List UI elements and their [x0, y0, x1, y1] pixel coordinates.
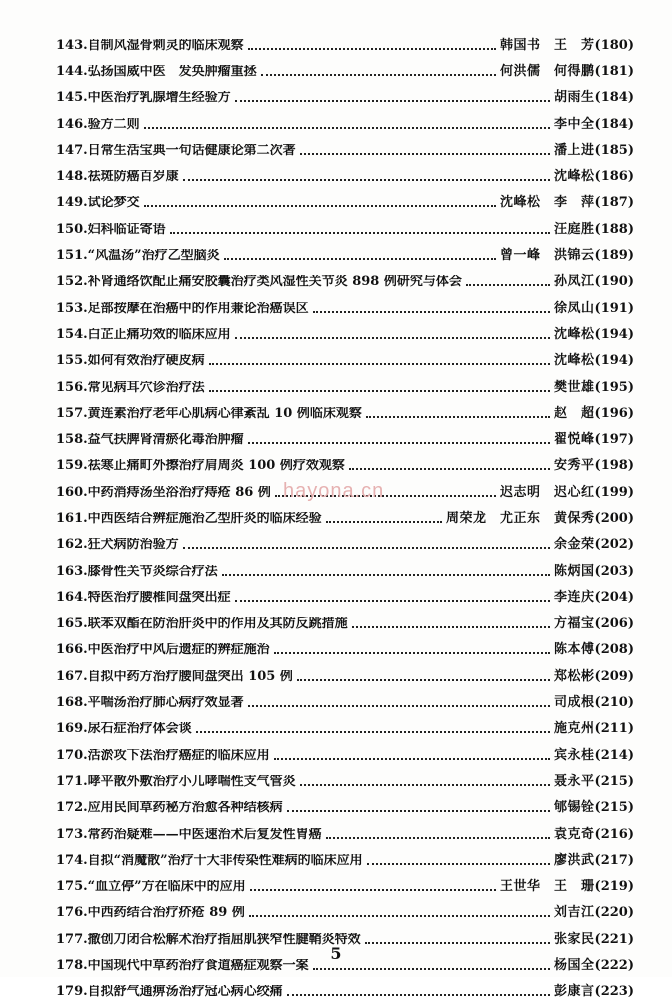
entry-author: 陈本傅: [554, 642, 595, 658]
entry-page-number: (185): [594, 142, 634, 158]
entry-number: 155.: [56, 353, 88, 369]
toc-entry: [56, 532, 634, 558]
toc-entry: [56, 663, 634, 689]
dot-leader: [313, 310, 550, 313]
entry-number: 176.: [56, 905, 88, 921]
toc-entry: [56, 821, 634, 847]
toc-entry: [56, 137, 634, 163]
entry-number: 179.: [56, 984, 88, 1000]
entry-author: 杨国全: [554, 958, 595, 974]
entry-page-number: (221): [594, 931, 634, 947]
entry-page-number: (200): [594, 510, 634, 526]
toc-entry: [56, 32, 634, 58]
entry-number: 156.: [56, 379, 88, 395]
dot-leader: [287, 993, 550, 996]
toc-entry: [56, 637, 634, 663]
toc-entry: [56, 689, 634, 715]
dot-leader: [144, 204, 496, 207]
entry-page-number: (210): [594, 695, 634, 711]
entry-title: 祛斑防癌百岁康: [87, 170, 179, 184]
entry-author: 刘吉江: [554, 905, 595, 921]
entry-number: 152.: [56, 274, 88, 290]
dot-leader: [235, 336, 550, 339]
entry-title: 益气扶脾肾清瘀化毒治肿瘤: [87, 433, 244, 447]
dot-leader: [250, 888, 496, 891]
dot-leader: [249, 914, 550, 917]
entry-number: 143.: [56, 37, 88, 53]
entry-number: 170.: [56, 747, 88, 763]
entry-title: 如何有效治疗硬皮病: [87, 354, 205, 368]
entry-title: 黄连素治疗老年心肌病心律紊乱 10 例临床观察: [87, 406, 362, 420]
entry-page-number: (220): [594, 905, 634, 921]
entry-number: 148.: [56, 169, 88, 185]
toc-entry: [56, 85, 634, 111]
entry-author: 韩国书 王 芳: [500, 37, 595, 53]
entry-title: 活淤攻下法治疗癌症的临床应用: [87, 748, 270, 762]
entry-title: 联苯双酯在防治肝炎中的作用及其防反跳措施: [87, 617, 348, 631]
entry-author: 沈峰松: [554, 326, 595, 342]
entry-author: 沈峰松 李 萍: [500, 195, 595, 211]
dot-leader: [300, 152, 550, 155]
entry-author: 迟志明 迟心红: [500, 484, 595, 500]
entry-author: 司成根: [554, 695, 595, 711]
entry-author: 沈峰松: [554, 353, 595, 369]
toc-entry: [56, 58, 634, 84]
entry-author: 宾永桂: [554, 747, 595, 763]
entry-number: 151.: [56, 248, 88, 264]
entry-page-number: (206): [594, 616, 634, 632]
entry-author: 曾一峰 洪锦云: [500, 248, 595, 264]
page-number: 5: [330, 944, 342, 963]
entry-title: 自拟中药方治疗腰间盘突出 105 例: [87, 669, 293, 683]
toc-entry: [56, 979, 634, 1005]
entry-author: 彭康言: [554, 984, 595, 1000]
entry-author: 孙凤江: [554, 274, 595, 290]
entry-title: 足部按摩在治癌中的作用兼论治癌误区: [87, 301, 309, 315]
entry-title: 特医治疗腰椎间盘突出症: [87, 590, 231, 604]
entry-title: 常药治疑难——中医速治术后复发性胃癌: [87, 827, 322, 841]
entry-author: 王世华 王 珊: [500, 879, 595, 895]
entry-title: 祛寒止痛町外擦治疗肩周炎 100 例疗效观察: [87, 459, 345, 473]
entry-title: 验方二则: [87, 117, 140, 131]
entry-title: 妇科临证寄语: [87, 222, 166, 236]
entry-page-number: (184): [594, 90, 634, 106]
dot-leader: [183, 178, 550, 181]
entry-title: 哮平散外敷治疗小儿哮喘性支气管炎: [87, 774, 296, 788]
entry-number: 178.: [56, 958, 88, 974]
entry-number: 172.: [56, 800, 88, 816]
entry-number: 166.: [56, 642, 88, 658]
toc-entry: [56, 584, 634, 610]
toc-entry: [56, 295, 634, 321]
entry-page-number: (197): [594, 432, 634, 448]
entry-title: 补肾通络饮配止痛安胶囊治疗类风湿性关节炎 898 例研究与体会: [87, 275, 462, 289]
entry-author: 袁克奇: [554, 826, 595, 842]
entry-author: 樊世雄: [554, 379, 595, 395]
entry-page-number: (194): [594, 326, 634, 342]
entry-title: 自拟“消魔散”治疗十大非传染性难病的临床应用: [87, 853, 363, 867]
entry-number: 154.: [56, 326, 88, 342]
entry-number: 157.: [56, 405, 88, 421]
entry-number: 164.: [56, 589, 88, 605]
entry-author: 赵 超: [554, 405, 595, 421]
entry-title: “风温汤”治疗乙型脑炎: [87, 249, 220, 263]
entry-author: 施克州: [554, 721, 595, 737]
entry-page-number: (217): [594, 852, 634, 868]
entry-number: 147.: [56, 142, 88, 158]
dot-leader: [196, 730, 550, 733]
entry-title: 中西药结合治疗疥疮 89 例: [87, 906, 245, 920]
entry-author: 聂永平: [554, 773, 595, 789]
toc-entry: [56, 321, 634, 347]
entry-title: 自拟舒气通痹汤治疗冠心病心绞痛: [87, 985, 283, 999]
entry-title: 常见病耳穴诊治疗法: [87, 380, 205, 394]
entry-number: 173.: [56, 826, 88, 842]
dot-leader: [144, 126, 550, 129]
entry-author: 余金荣: [554, 537, 595, 553]
toc-entry: [56, 453, 634, 479]
entry-page-number: (215): [594, 800, 634, 816]
entry-title: 狂犬病防治验方: [87, 538, 179, 552]
dot-leader: [366, 415, 550, 418]
entry-title: 中医治疗中风后遗症的辨症施治: [87, 643, 270, 657]
toc-entry: [56, 348, 634, 374]
entry-title: 中西医结合辨症施治乙型肝炎的临床经验: [87, 511, 322, 525]
dot-leader: [297, 678, 550, 681]
entry-page-number: (204): [594, 589, 634, 605]
entry-title: 白芷止痛功效的临床应用: [87, 327, 231, 341]
toc-entry: [56, 190, 634, 216]
toc-entry: [56, 400, 634, 426]
toc-entry: [56, 216, 634, 242]
dot-leader: [300, 783, 550, 786]
entry-author: 周荣龙 尤正东 黄保秀: [446, 510, 595, 526]
dot-leader: [248, 704, 550, 707]
dot-leader: [274, 757, 550, 760]
entry-page-number: (203): [594, 563, 634, 579]
entry-page-number: (195): [594, 379, 634, 395]
toc-entry: [56, 795, 634, 821]
entry-title: 撤创刀闭合松解术治疗指屈肌狭窄性腱鞘炎特效: [87, 932, 361, 946]
toc-entry: [56, 716, 634, 742]
entry-author: 李中全: [554, 116, 595, 132]
entry-title: 膝骨性关节炎综合疗法: [87, 564, 218, 578]
entry-page-number: (211): [594, 721, 634, 737]
entry-page-number: (181): [594, 63, 634, 79]
entry-page-number: (222): [594, 958, 634, 974]
toc-entry: [56, 242, 634, 268]
entry-author: 安秀平: [554, 458, 595, 474]
entry-title: 日常生活宝典一句话健康论第二次著: [87, 143, 296, 157]
toc-entry: [56, 269, 634, 295]
entry-author: 胡雨生: [554, 90, 595, 106]
entry-page-number: (199): [594, 484, 634, 500]
entry-number: 169.: [56, 721, 88, 737]
entry-page-number: (198): [594, 458, 634, 474]
entry-author: 沈峰松: [554, 169, 595, 185]
toc-entry: [56, 611, 634, 637]
dot-leader: [367, 862, 550, 865]
entry-author: 廖洪武: [554, 852, 595, 868]
entry-page-number: (180): [594, 37, 634, 53]
dot-leader: [313, 967, 550, 970]
entry-page-number: (216): [594, 826, 634, 842]
entry-title: 应用民间草药秘方治愈各种结核病: [87, 801, 283, 815]
toc-entry: [56, 768, 634, 794]
entry-number: 163.: [56, 563, 88, 579]
dot-leader: [170, 231, 550, 234]
dot-leader: [235, 599, 550, 602]
entry-author: 郇锡铨: [554, 800, 595, 816]
dot-leader: [224, 257, 496, 260]
entry-number: 145.: [56, 90, 88, 106]
table-of-contents: [56, 32, 634, 1005]
watermark: hayona.cn: [283, 480, 385, 502]
entry-author: 何洪儒 何得鹏: [500, 63, 595, 79]
entry-author: 郑松彬: [554, 668, 595, 684]
toc-entry: [56, 505, 634, 531]
entry-number: 171.: [56, 773, 88, 789]
entry-page-number: (186): [594, 169, 634, 185]
entry-page-number: (214): [594, 747, 634, 763]
toc-entry: [56, 847, 634, 873]
entry-page-number: (196): [594, 405, 634, 421]
entry-number: 162.: [56, 537, 88, 553]
entry-page-number: (191): [594, 300, 634, 316]
entry-number: 174.: [56, 852, 88, 868]
entry-title: 试论梦交: [87, 196, 140, 210]
entry-number: 149.: [56, 195, 88, 211]
entry-title: “血立停”方在临床中的应用: [87, 880, 246, 894]
entry-number: 144.: [56, 63, 88, 79]
entry-title: 中国现代中草药治疗食道癌症观察一案: [87, 959, 309, 973]
entry-page-number: (187): [594, 195, 634, 211]
toc-entry: [56, 426, 634, 452]
toc-entry: [56, 163, 634, 189]
entry-page-number: (219): [594, 879, 634, 895]
dot-leader: [349, 467, 550, 470]
entry-author: 李连庆: [554, 589, 595, 605]
entry-page-number: (190): [594, 274, 634, 290]
entry-author: 陈炳国: [554, 563, 595, 579]
entry-number: 146.: [56, 116, 88, 132]
entry-author: 徐凤山: [554, 300, 595, 316]
entry-title: 中医治疗乳腺增生经验方: [87, 91, 231, 105]
entry-author: 潘上进: [554, 142, 595, 158]
dot-leader: [222, 573, 550, 576]
dot-leader: [248, 47, 496, 50]
toc-entry: [56, 874, 634, 900]
entry-number: 160.: [56, 484, 88, 500]
entry-page-number: (189): [594, 248, 634, 264]
toc-entry: [56, 742, 634, 768]
dot-leader: [183, 546, 550, 549]
dot-leader: [209, 389, 550, 392]
entry-page-number: (208): [594, 642, 634, 658]
dot-leader: [248, 441, 550, 444]
entry-author: 汪庭胜: [554, 221, 595, 237]
entry-title: 平喘汤治疗肺心病疗效显著: [87, 696, 244, 710]
toc-entry: [56, 558, 634, 584]
entry-number: 159.: [56, 458, 88, 474]
entry-number: 161.: [56, 510, 88, 526]
entry-number: 158.: [56, 432, 88, 448]
toc-entry: [56, 111, 634, 137]
toc-entry: [56, 374, 634, 400]
entry-author: 方福宝: [554, 616, 595, 632]
dot-leader: [209, 362, 550, 365]
entry-number: 168.: [56, 695, 88, 711]
entry-page-number: (184): [594, 116, 634, 132]
entry-page-number: (209): [594, 668, 634, 684]
dot-leader: [274, 651, 550, 654]
entry-title: 自制风湿骨刺灵的临床观察: [87, 38, 244, 52]
entry-title: 中药消痔汤坐浴治疗痔疮 86 例: [87, 485, 271, 499]
entry-number: 153.: [56, 300, 88, 316]
entry-number: 150.: [56, 221, 88, 237]
dot-leader: [466, 283, 550, 286]
toc-entry: [56, 900, 634, 926]
entry-page-number: (215): [594, 773, 634, 789]
entry-page-number: (202): [594, 537, 634, 553]
dot-leader: [326, 520, 442, 523]
entry-number: 177.: [56, 931, 88, 947]
entry-page-number: (223): [594, 984, 634, 1000]
dot-leader: [352, 625, 550, 628]
entry-number: 175.: [56, 879, 88, 895]
entry-page-number: (194): [594, 353, 634, 369]
dot-leader: [287, 809, 550, 812]
entry-number: 165.: [56, 616, 88, 632]
dot-leader: [326, 836, 550, 839]
dot-leader: [235, 99, 550, 102]
entry-number: 167.: [56, 668, 88, 684]
entry-author: 张家民: [554, 931, 595, 947]
entry-title: 尿石症治疗体会谈: [87, 722, 192, 736]
entry-title: 弘扬国威中医 发奂肿瘤重拯: [87, 64, 257, 78]
entry-author: 翟悦峰: [554, 432, 595, 448]
dot-leader: [261, 73, 496, 76]
entry-page-number: (188): [594, 221, 634, 237]
